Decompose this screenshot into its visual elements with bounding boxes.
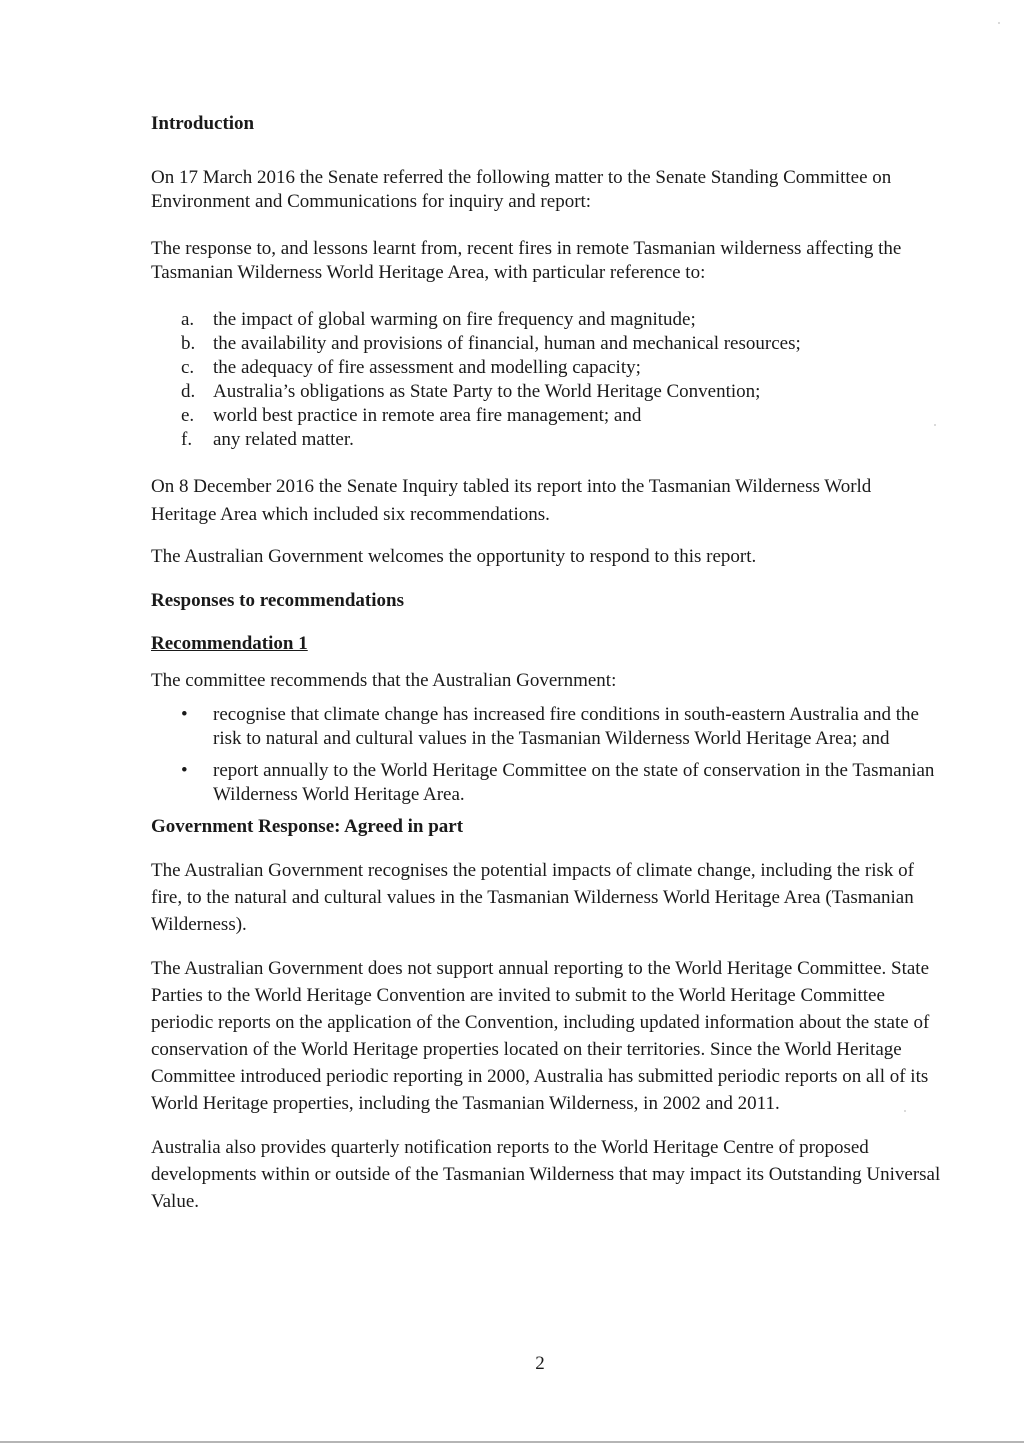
intro-paragraph-terms-lead: The response to, and lessons learnt from, recent fires in remote Tasmanian wilderness affecting the Tasmanian Wilderness World Heritage Area, with particular reference to: (151, 238, 902, 283)
list-marker: e. (181, 405, 195, 426)
scan-artifact (934, 424, 936, 426)
list-item (151, 759, 941, 807)
responses-heading: Responses to recommendations (151, 590, 404, 611)
intro-paragraph-welcome: The Australian Government welcomes the opportunity to respond to this report. (151, 546, 757, 567)
list-marker: c. (181, 357, 195, 378)
list-item (151, 308, 941, 332)
list-item (151, 356, 941, 380)
list-item-text: world best practice in remote area fire management; and (213, 405, 642, 426)
recommendation-1-intro: The committee recommends that the Australian Government: (151, 670, 617, 691)
recommendation-1-heading: Recommendation 1 (151, 633, 308, 654)
list-item (151, 332, 941, 356)
scan-artifact (904, 1110, 906, 1112)
scan-edge-line (0, 1441, 1024, 1443)
list-marker: f. (181, 429, 193, 450)
intro-paragraph-referral: On 17 March 2016 the Senate referred the following matter to the Senate Standing Committee on Environment and Communications for inquiry and report: (151, 167, 892, 212)
list-item-text: any related matter. (213, 429, 354, 450)
list-marker: b. (181, 333, 196, 354)
list-item (151, 404, 941, 428)
list-item (151, 380, 941, 404)
list-marker: a. (181, 309, 195, 330)
page-content (151, 112, 941, 1232)
list-item-text: report annually to the World Heritage Committee on the state of conservation in the Tasmanian Wilderness World Heritage Area. (213, 760, 935, 805)
response-paragraph: Australia also provides quarterly notification reports to the World Heritage Centre of proposed developments within or outside of the Tasmanian Wilderness that may impact its Outstanding Universal Value. (151, 1137, 941, 1212)
list-item-text: the impact of global warming on fire frequency and magnitude; (213, 309, 696, 330)
bullet-icon: • (181, 704, 188, 725)
list-item-text: the adequacy of fire assessment and modelling capacity; (213, 357, 641, 378)
terms-of-reference-list (151, 308, 941, 452)
government-response-heading: Government Response: Agreed in part (151, 816, 464, 837)
list-item (151, 703, 941, 751)
list-item (151, 428, 941, 452)
bullet-icon: • (181, 760, 188, 781)
scan-artifact (998, 22, 1000, 24)
list-item-text: recognise that climate change has increased fire conditions in south-eastern Australia and the risk to natural and cultural values in the Tasmanian Wilderness World Heritage Area; and (213, 704, 919, 749)
response-paragraph: The Australian Government recognises the potential impacts of climate change, including the risk of fire, to the natural and cultural values in the Tasmanian Wilderness World Heritage Area (Tasmanian Wilderness). (151, 860, 914, 935)
list-item-text: the availability and provisions of financial, human and mechanical resources; (213, 333, 801, 354)
list-item-text: Australia’s obligations as State Party to the World Heritage Convention; (213, 381, 761, 402)
response-paragraph: The Australian Government does not support annual reporting to the World Heritage Committee. State Parties to the World Heritage Convention are invited to submit to the World Heritage Committee periodic reports on the application of the Convention, including updated information about the state of conservation of the World Heritage properties located on their territories. Since the World Heritage Committee introduced periodic reporting in 2000, Australia has submitted periodic reports on all of its World Heritage properties, including the Tasmanian Wilderness, in 2002 and 2011. (151, 958, 930, 1114)
introduction-heading: Introduction (151, 113, 255, 134)
page-number: 2 (535, 1353, 545, 1374)
list-marker: d. (181, 381, 196, 402)
recommendation-1-bullets (151, 703, 941, 807)
intro-paragraph-report-tabled: On 8 December 2016 the Senate Inquiry tabled its report into the Tasmanian Wilderness World Heritage Area which included six recommendations. (151, 476, 872, 525)
